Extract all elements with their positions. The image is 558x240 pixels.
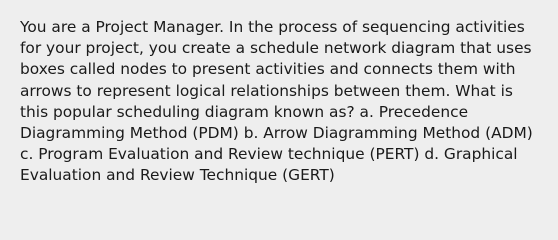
- question-text: You are a Project Manager. In the process of sequencing activities for your project, you create a schedule network diagram that uses boxes called nodes to present activities and connects them with arrows to represent logical relationships between them. What is this popular scheduling diagram known as? a. Precedence Diagramming Method (PDM) b. Arrow Diagramming Method (ADM) c. Program Evaluation and Review technique (PERT) d. Graphical Evaluation and Review Technique (GERT): [20, 18, 533, 185]
